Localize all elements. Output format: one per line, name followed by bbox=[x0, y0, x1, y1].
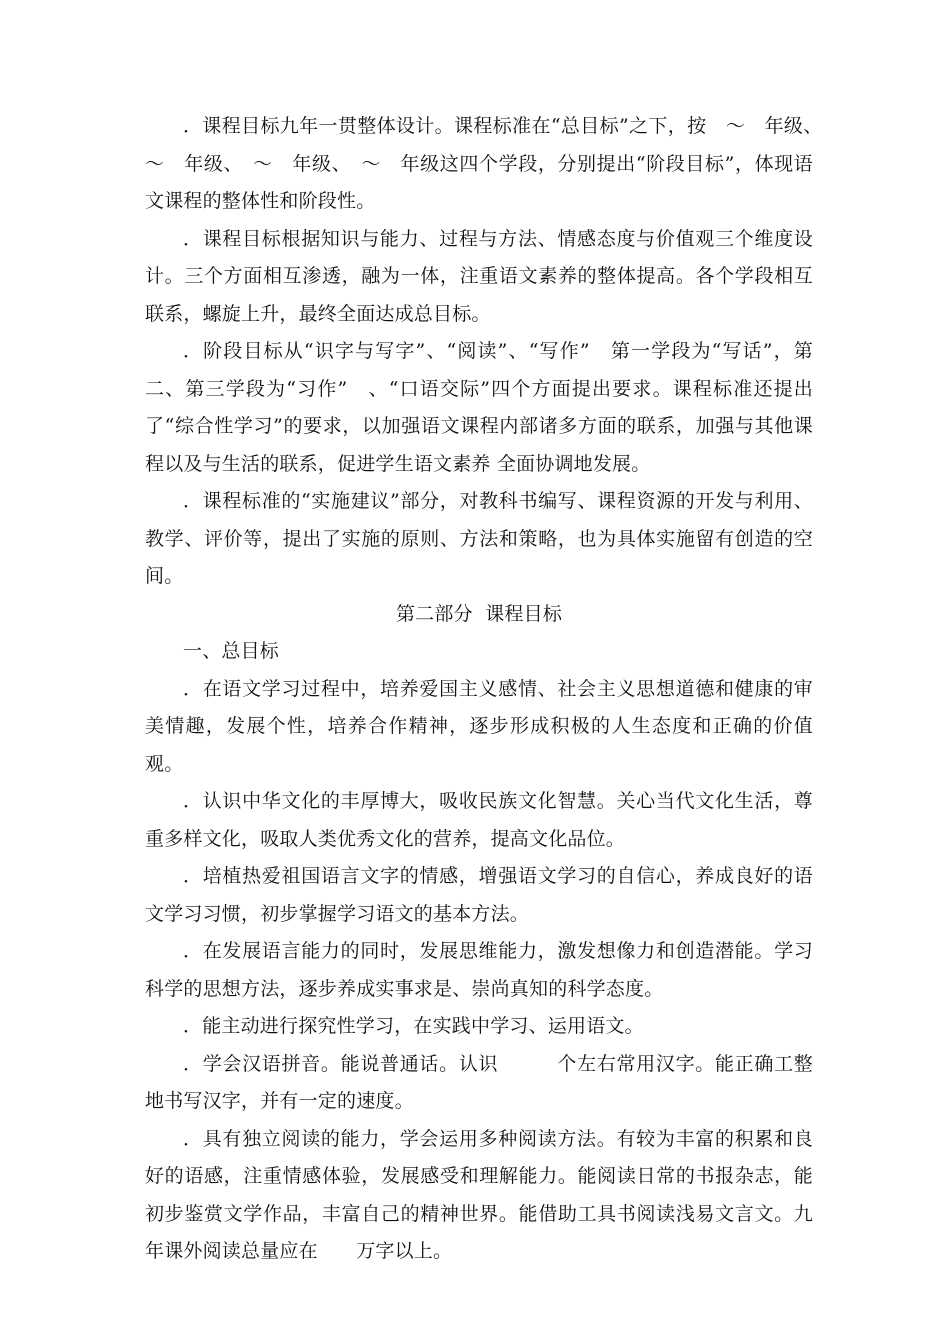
intro-paragraph-3: ．阶段目标从“识字与写字”、“阅读”、“写作” 第一学段为“写话”，第二、第三学段为“习作” 、“口语交际”四个方面提出要求。课程标准还提出了“综合性学习”的要求，以加强语文课程内部诸多方面的联系，加强与其他课程以及与生活的联系，促进学生语文素养 全面协调地发展。 bbox=[145, 340, 813, 475]
goal-paragraph-6: ．学会汉语拼音。能说普通话。认识 个左右常用汉字。能正确工整地书写汉字，并有一定的速度。 bbox=[145, 1052, 813, 1112]
section-title: 第二部分 课程目标 bbox=[395, 602, 563, 625]
intro-paragraph-1: ．课程目标九年一贯整体设计。课程标准在“总目标”之下，按 ～ 年级、 ～ 年级、 ～ 年级、 ～ 年级这四个学段，分别提出“阶段目标”，体现语文课程的整体性和阶段性。 bbox=[145, 115, 833, 212]
document-body bbox=[145, 108, 833, 1271]
intro-paragraph-4: ．课程标准的“实施建议”部分，对教科书编写、课程资源的开发与利用、教学、评价等，提出了实施的原则、方法和策略，也为具体实施留有创造的空间。 bbox=[145, 490, 813, 587]
goal-paragraph-4: ．在发展语言能力的同时，发展思维能力，激发想像力和创造潜能。学习科学的思想方法，逐步养成实事求是、崇尚真知的科学态度。 bbox=[145, 940, 813, 1000]
goal-paragraph-1: ．在语文学习过程中，培养爱国主义感情、社会主义思想道德和健康的审美情趣，发展个性，培养合作精神，逐步形成积极的人生态度和正确的价值观。 bbox=[145, 677, 813, 775]
goal-paragraph-7: ．具有独立阅读的能力，学会运用多种阅读方法。有较为丰富的积累和良好的语感，注重情感体验，发展感受和理解能力。能阅读日常的书报杂志，能初步鉴赏文学作品，丰富自己的精神世界。能借助工具书阅读浅易文言文。九年课外阅读总量应在 万字以上。 bbox=[145, 1127, 813, 1262]
goal-paragraph-5: ．能主动进行探究性学习，在实践中学习、运用语文。 bbox=[183, 1015, 644, 1037]
goal-paragraph-2: ．认识中华文化的丰厚博大，吸收民族文化智慧。关心当代文化生活，尊重多样文化，吸取人类优秀文化的营养，提高文化品位。 bbox=[145, 790, 813, 850]
goal-paragraph-3: ．培植热爱祖国语言文字的情感，增强语文学习的自信心，养成良好的语文学习习惯，初步掌握学习语文的基本方法。 bbox=[145, 865, 813, 925]
sub-heading: 一、总目标 bbox=[183, 640, 280, 662]
intro-paragraph-2: ．课程目标根据知识与能力、过程与方法、情感态度与价值观三个维度设计。三个方面相互渗透，融为一体，注重语文素养的整体提高。各个学段相互联系，螺旋上升，最终全面达成总目标。 bbox=[145, 227, 813, 325]
